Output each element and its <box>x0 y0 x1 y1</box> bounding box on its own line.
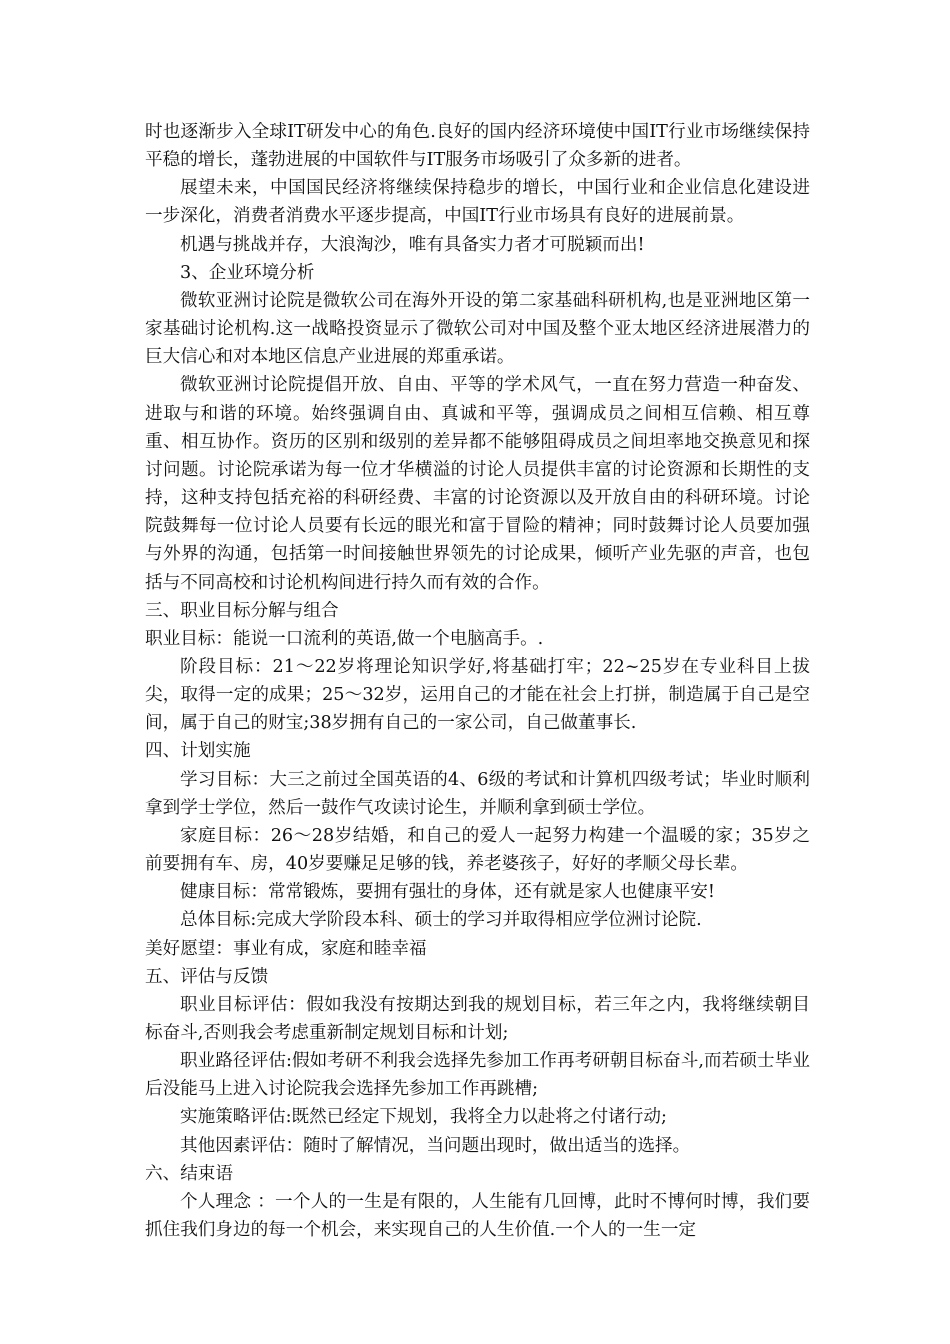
body-paragraph: 美好愿望：事业有成，家庭和睦幸福 <box>145 938 427 959</box>
body-paragraph: 健康目标：常常锻炼，要拥有强壮的身体，还有就是家人也健康平安! <box>180 882 715 903</box>
body-paragraph: 微软亚洲讨论院是微软公司在海外开设的第二家基础科研机构,也是亚洲地区第一家基础讨论机构.这一战略投资显示了微软公司对中国及整个亚太地区经济进展潜力的巨大信心和对本地区信息产业进展的郑重承诺。 <box>145 290 810 368</box>
body-paragraph: 阶段目标：21～22岁将理论知识学好,将基础打牢；22~25岁在专业科目上拔尖，取得一定的成果；25～32岁，运用自己的才能在社会上打拼，制造属于自己是空间，属于自己的财宝;38岁拥有自己的一家公司，自己做董事长. <box>145 656 810 734</box>
body-paragraph: 学习目标：大三之前过全国英语的4、6级的考试和计算机四级考试；毕业时顺利拿到学士学位，然后一鼓作气攻读讨论生，并顺利拿到硕士学位。 <box>145 769 810 818</box>
body-paragraph: 总体目标:完成大学阶段本科、硕士的学习并取得相应学位洲讨论院. <box>180 910 702 931</box>
document-page <box>145 118 810 1244</box>
body-paragraph: 展望未来，中国国民经济将继续保持稳步的增长，中国行业和企业信息化建设进一步深化，消费者消费水平逐步提高，中国IT行业市场具有良好的进展前景。 <box>145 178 810 227</box>
body-paragraph: 职业目标：能说一口流利的英语,做一个电脑高手。. <box>145 628 544 649</box>
section-heading: 五、评估与反馈 <box>145 966 269 987</box>
subsection-heading: 3、企业环境分析 <box>180 262 315 283</box>
body-paragraph: 机遇与挑战并存，大浪淘沙，唯有具备实力者才可脱颖而出! <box>180 234 645 255</box>
body-paragraph: 职业路径评估:假如考研不利我会选择先参加工作再考研朝目标奋斗,而若硕士毕业后没能马上进入讨论院我会选择先参加工作再跳槽; <box>145 1051 810 1100</box>
section-heading: 六、结束语 <box>145 1163 233 1184</box>
section-heading: 四、计划实施 <box>145 741 251 762</box>
body-paragraph: 个人理念 ：一个人的一生是有限的，人生能有几回博，此时不博何时博，我们要抓住我们身边的每一个机会，来实现自己的人生价值.一个人的一生一定 <box>145 1191 810 1241</box>
body-paragraph: 家庭目标：26～28岁结婚，和自己的爱人一起努力构建一个温暖的家；35岁之前要拥有车、房，40岁要赚足足够的钱，养老婆孩子，好好的孝顺父母长辈。 <box>145 825 810 875</box>
body-paragraph: 实施策略评估:既然已经定下规划，我将全力以赴将之付诸行动; <box>180 1107 667 1128</box>
body-paragraph: 职业目标评估：假如我没有按期达到我的规划目标，若三年之内，我将继续朝目标奋斗,否则我会考虑重新制定规划目标和计划; <box>145 994 810 1043</box>
body-paragraph: 微软亚洲讨论院提倡开放、自由、平等的学术风气，一直在努力营造一种奋发、进取与和谐的环境。始终强调自由、真诚和平等，强调成员之间相互信赖、相互尊重、相互协作。资历的区别和级别的差异都不能够阻碍成员之间坦率地交换意见和探讨问题。讨论院承诺为每一位才华横溢的讨论人员提供丰富的讨论资源和长期性的支持，这种支持包括充裕的科研经费、丰富的讨论资源以及开放自由的科研环境。讨论院鼓舞每一位讨论人员要有长远的眼光和富于冒险的精神；同时鼓舞讨论人员要加强与外界的沟通，包括第一时间接触世界领先的讨论成果，倾听产业先驱的声音，也包括与不同高校和讨论机构间进行持久而有效的合作。 <box>145 375 810 593</box>
body-paragraph: 时也逐渐步入全球IT研发中心的角色.良好的国内经济环境使中国IT行业市场继续保持平稳的增长，蓬勃进展的中国软件与IT服务市场吸引了众多新的进者。 <box>145 122 810 171</box>
body-paragraph: 其他因素评估：随时了解情况，当问题出现时，做出适当的选择。 <box>180 1135 691 1156</box>
section-heading: 三、职业目标分解与组合 <box>145 600 339 621</box>
